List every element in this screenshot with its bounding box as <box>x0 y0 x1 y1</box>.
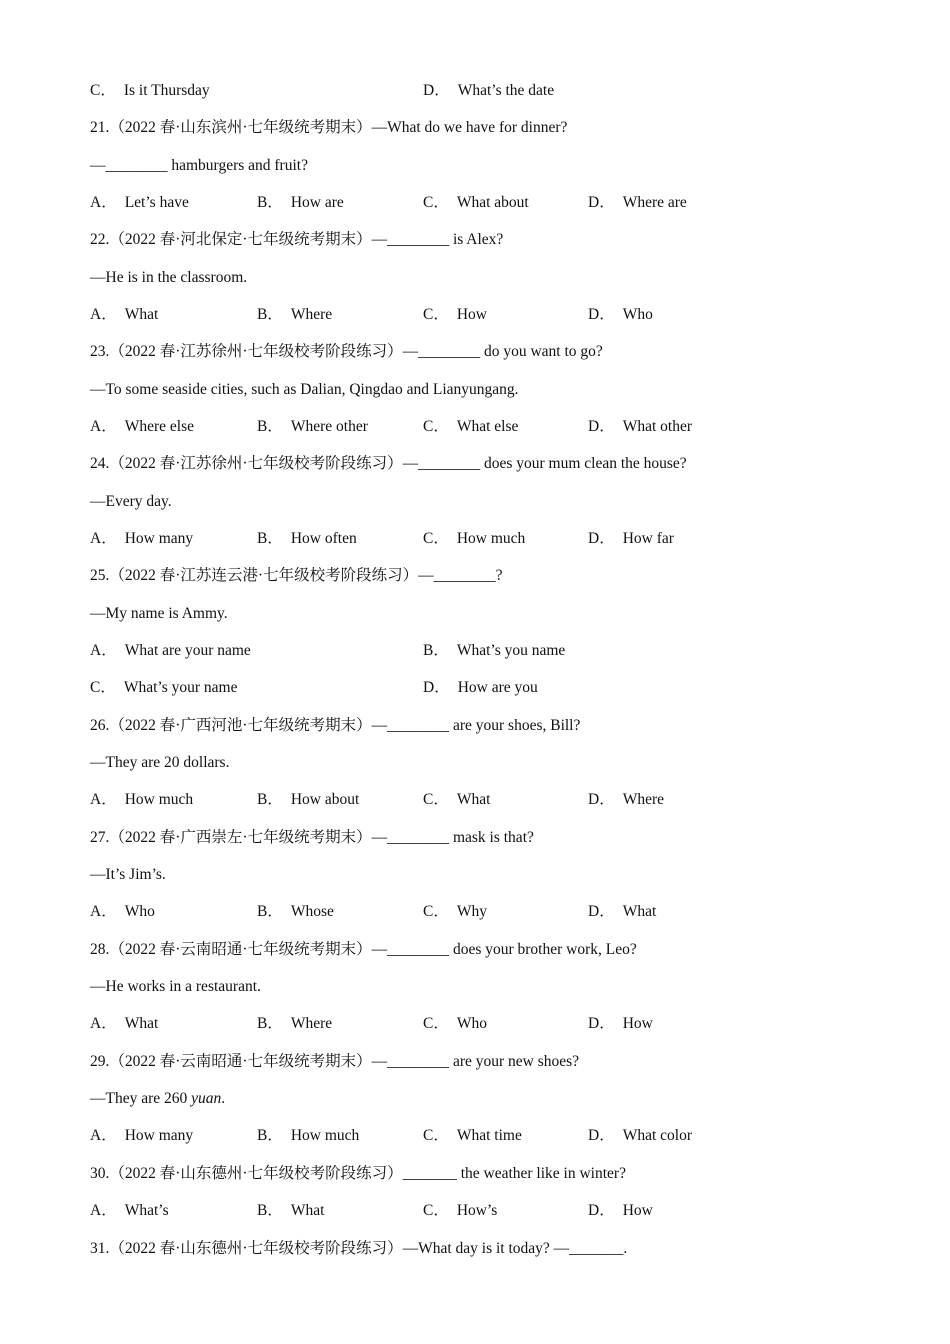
option-b: B． How about <box>257 791 360 808</box>
question-22-answer: —He is in the classroom. <box>90 269 248 286</box>
option-a: A． How many <box>90 530 194 547</box>
question-27-stem: 27.（2022 春·广西崇左·七年级统考期末）—________ mask is that? <box>90 829 534 846</box>
question-24-answer: —Every day. <box>90 493 172 510</box>
option-a: A． What’s <box>90 1202 169 1219</box>
option-d: D． How far <box>588 530 674 547</box>
option-a: A． How many <box>90 1127 194 1144</box>
question-31-stem: 31.（2022 春·山东德州·七年级校考阶段练习）—What day is it today? —_______. <box>90 1240 628 1257</box>
option-c: C． What’s your name <box>90 679 238 696</box>
option-a: A． What are your name <box>90 642 251 659</box>
question-27-answer: —It’s Jim’s. <box>90 866 166 883</box>
option-d: D． What <box>588 903 657 920</box>
question-30-stem: 30.（2022 春·山东德州·七年级校考阶段练习）_______ the weather like in winter? <box>90 1165 626 1182</box>
option-b: B． What’s you name <box>423 642 566 659</box>
question-22-stem: 22.（2022 春·河北保定·七年级统考期末）—________ is Alex? <box>90 231 504 248</box>
option-a: A． What <box>90 1015 159 1032</box>
option-a: A． Let’s have <box>90 194 189 211</box>
question-26-stem: 26.（2022 春·广西河池·七年级统考期末）—________ are your shoes, Bill? <box>90 717 581 734</box>
option-d: D． What’s the date <box>423 82 555 99</box>
option-c: C． How’s <box>423 1202 498 1219</box>
option-b: B． How are <box>257 194 344 211</box>
option-b: B． What <box>257 1202 325 1219</box>
question-23-stem: 23.（2022 春·江苏徐州·七年级校考阶段练习）—________ do you want to go? <box>90 343 603 360</box>
option-c: C． Why <box>423 903 487 920</box>
option-a: A． Who <box>90 903 155 920</box>
question-21-answer: —________ hamburgers and fruit? <box>90 157 308 174</box>
question-24-stem: 24.（2022 春·江苏徐州·七年级校考阶段练习）—________ does your mum clean the house? <box>90 455 687 472</box>
question-29-answer: —They are 260 yuan. <box>90 1090 226 1107</box>
option-c: C． What else <box>423 418 519 435</box>
question-28-answer: —He works in a restaurant. <box>90 978 261 995</box>
option-d: D． What other <box>588 418 692 435</box>
option-c: C． What about <box>423 194 529 211</box>
option-c: C． Who <box>423 1015 487 1032</box>
option-d: D． How are you <box>423 679 538 696</box>
option-d: D． Where are <box>588 194 687 211</box>
question-21-stem: 21.（2022 春·山东滨州·七年级统考期末）—What do we have for dinner? <box>90 119 568 136</box>
question-26-answer: —They are 20 dollars. <box>90 754 230 771</box>
option-d: D． How <box>588 1015 653 1032</box>
option-a: A． How much <box>90 791 194 808</box>
option-c: C． How <box>423 306 487 323</box>
question-28-stem: 28.（2022 春·云南昭通·七年级统考期末）—________ does your brother work, Leo? <box>90 941 637 958</box>
option-c: C． How much <box>423 530 526 547</box>
option-d: D． What color <box>588 1127 692 1144</box>
option-d: D． Who <box>588 306 653 323</box>
question-25-answer: —My name is Ammy. <box>90 605 228 622</box>
option-a: A． What <box>90 306 159 323</box>
option-b: B． Where <box>257 306 333 323</box>
option-d: D． Where <box>588 791 665 808</box>
option-b: B． Where other <box>257 418 368 435</box>
option-c: C． What <box>423 791 491 808</box>
option-b: B． Where <box>257 1015 333 1032</box>
option-b: B． How often <box>257 530 357 547</box>
option-c: C． What time <box>423 1127 522 1144</box>
option-c: C． Is it Thursday <box>90 82 210 99</box>
question-23-answer: —To some seaside cities, such as Dalian, Qingdao and Lianyungang. <box>90 381 519 398</box>
option-d: D． How <box>588 1202 653 1219</box>
option-a: A． Where else <box>90 418 194 435</box>
option-b: B． How much <box>257 1127 360 1144</box>
question-25-stem: 25.（2022 春·江苏连云港·七年级校考阶段练习）—________? <box>90 567 503 584</box>
option-b: B． Whose <box>257 903 334 920</box>
question-29-stem: 29.（2022 春·云南昭通·七年级统考期末）—________ are your new shoes? <box>90 1053 580 1070</box>
